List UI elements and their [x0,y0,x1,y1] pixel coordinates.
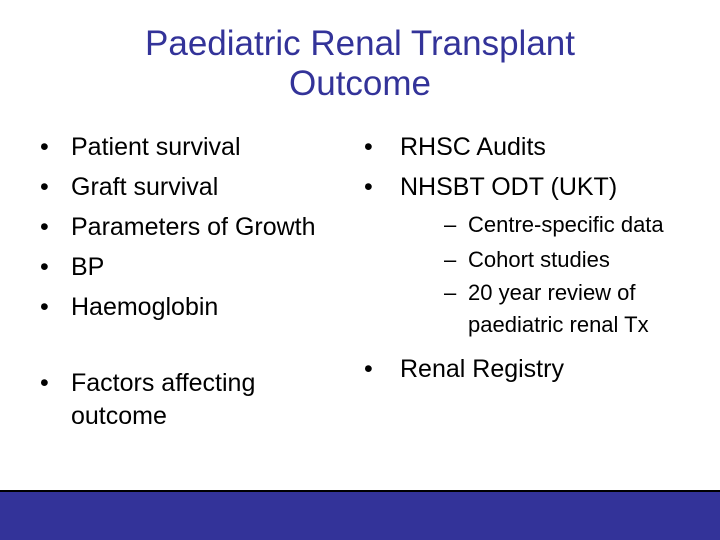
bullet-text: Patient survival [71,133,241,161]
bullet-text: BP [71,253,105,281]
left-column [40,127,360,433]
bullet-haemoglobin [40,287,360,327]
sub-bullet-20-year-review [400,277,684,341]
bullet-dot: • [40,173,49,201]
bullet-text-line-1: Factors affecting [71,369,256,397]
sub-bullet-centre-specific-data [400,207,684,242]
bullet-renal-registry [364,349,684,389]
sub-bullet-dash: – [444,280,457,305]
bullet-factors-affecting-outcome [40,367,360,433]
bullet-rhsc-audits [364,127,684,167]
bullet-patient-survival [40,127,360,167]
bullet-dot: • [364,355,373,383]
bullet-dot: • [40,253,49,281]
slide-title-line-2: Outcome [289,64,431,103]
sub-bullet-list [400,207,684,341]
left-bullet-list [40,127,360,433]
right-column [364,127,684,389]
sub-bullet-text: 20 year review of paediatric renal Tx [468,280,649,337]
bullet-dot: • [40,133,49,161]
bullet-dot: • [364,133,373,161]
bullet-text: NHSBT ODT (UKT) [400,173,618,201]
right-bullet-list [364,127,684,389]
slide-title-line-1: Paediatric Renal Transplant [145,24,575,63]
bullet-text: Haemoglobin [71,293,219,321]
bullet-bp [40,247,360,287]
footer-bar [0,490,720,540]
bullet-parameters-of-growth [40,207,360,247]
bullet-text: Graft survival [71,173,219,201]
bullet-dot: • [40,369,49,397]
bullet-nhsbt-odt [364,167,684,341]
sub-bullet-dash: – [444,247,457,272]
bullet-dot: • [364,173,373,201]
sub-bullet-dash: – [444,212,457,237]
bullet-graft-survival [40,167,360,207]
slide-title [40,24,680,104]
sub-bullet-text: Cohort studies [468,247,610,272]
sub-bullet-cohort-studies [400,242,684,277]
bullet-dot: • [40,293,49,321]
sub-bullet-text: Centre-specific data [468,212,664,237]
bullet-text-line-2: outcome [71,402,167,430]
bullet-text: RHSC Audits [400,133,546,161]
bullet-dot: • [40,213,49,241]
bullet-text: Renal Registry [400,355,564,383]
bullet-text: Parameters of Growth [71,213,316,241]
